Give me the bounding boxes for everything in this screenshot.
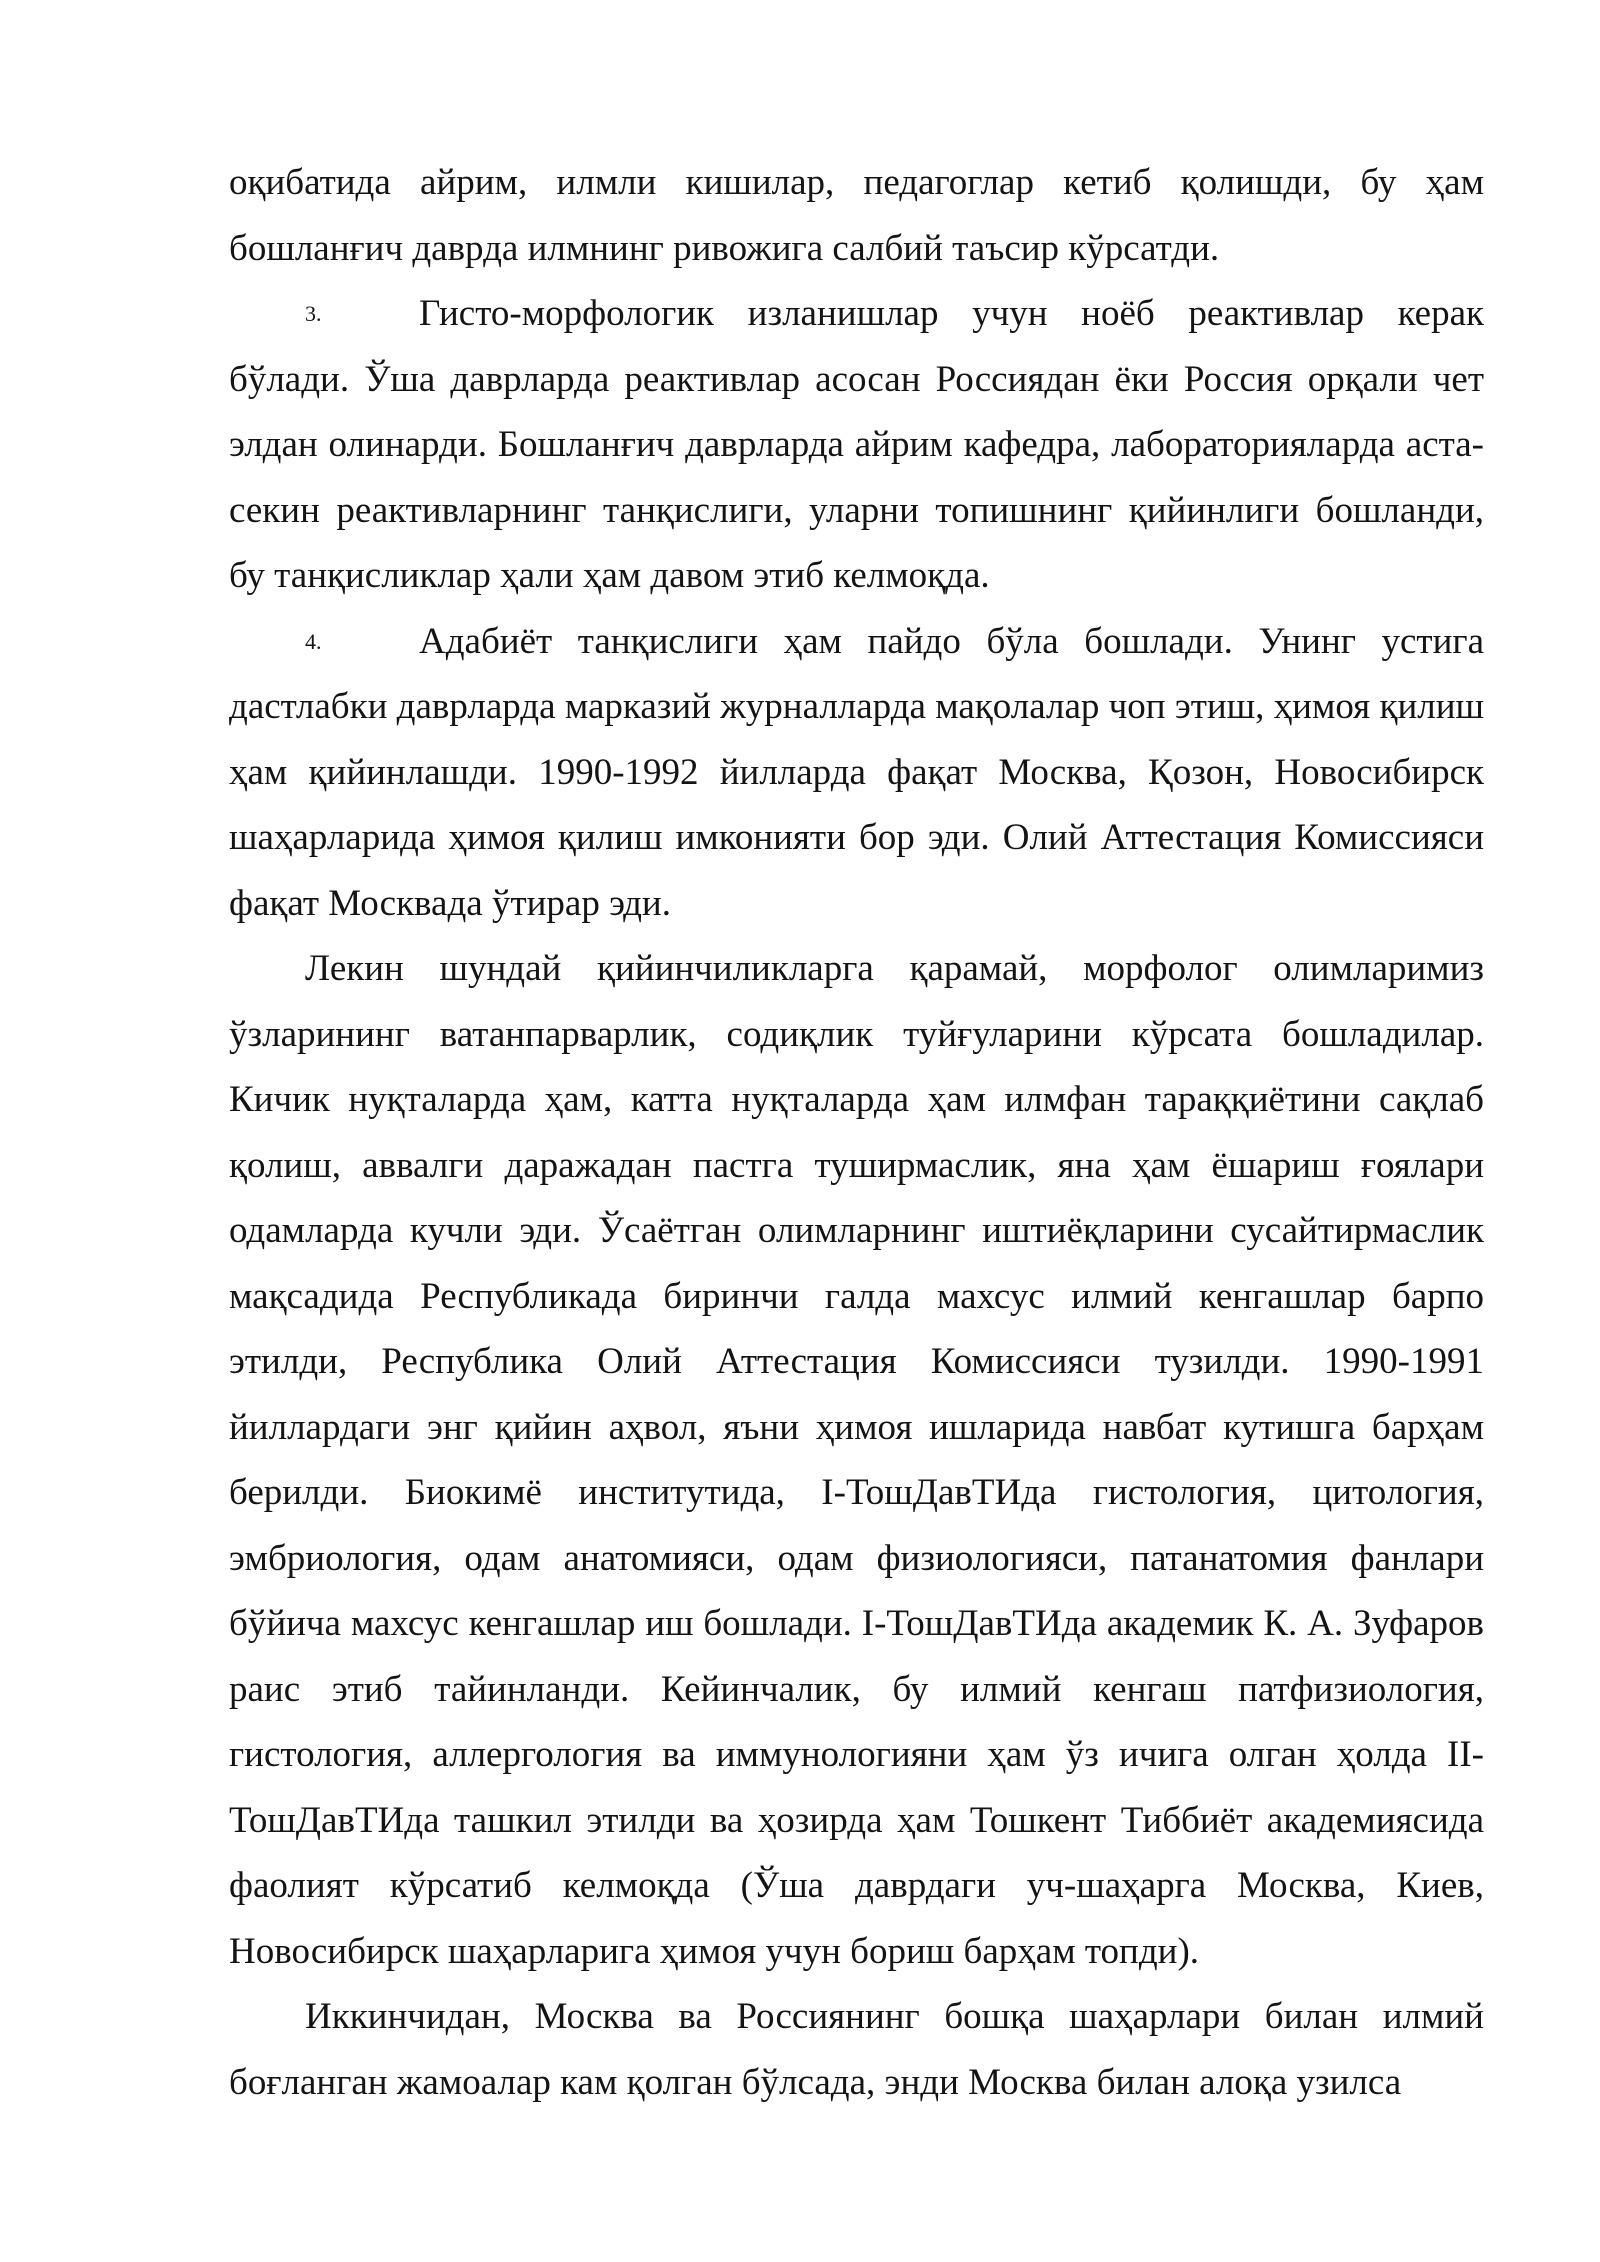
list-number: 4. — [305, 628, 322, 654]
document-body — [229, 150, 1484, 2115]
paragraph-continuation: оқибатида айрим, илмли кишилар, педагоглар кетиб қолишди, бу ҳам бошланғич даврда илмнинг ривожига салбий таъсир кўрсатди. — [229, 162, 1484, 269]
numbered-item-4 — [229, 609, 1484, 937]
numbered-item-3 — [229, 281, 1484, 609]
list-item-text: Адабиёт танқислиги ҳам пайдо бўла бошлади. Унинг устига дастлабки даврларда марказий журналларда мақолалар чоп этиш, ҳимоя қилиш ҳам қийинлашди. 1990-1992 йилларда фақат Москва, Қозон, Новосибирск шаҳарларида ҳимоя қилиш имконияти бор эди. Олий Аттестация Комиссияси фақат Москвада ўтирар эди. — [229, 620, 1484, 924]
paragraph-secondly: Иккинчидан, Москва ва Россиянинг бошқа шаҳарлари билан илмий боғланган жамоалар кам қолган бўлсада, энди Москва билан алоқа узилса — [229, 1996, 1484, 2103]
list-number: 3. — [305, 301, 322, 326]
paragraph-scientific-councils: Лекин шундай қийинчиликларга қарамай, морфолог олимларимиз ўзларининг ватанпарварлик, содиқлик туйғуларини кўрсата бошладилар. Кичик нуқталарда ҳам, катта нуқталарда ҳам илмфан тараққиётини сақлаб қолиш, аввалги даражадан пастга туширмаслик, яна ҳам ёшариш ғоялари одамларда кучли эди. Ўсаётган олимларнинг иштиёқларини сусайтирмаслик мақсадида Республикада биринчи галда махсус илмий кенгашлар барпо этилди, Республика Олий Аттестация Комиссияси тузилди. 1990-1991 йиллардаги энг қийин аҳвол, яъни ҳимоя ишларида навбат кутишга барҳам берилди. Биокимё институтида, I-ТошДавТИда гистология, цитология, эмбриология, одам анатомияси, одам физиологияси, патанатомия фанлари бўйича махсус кенгашлар иш бошлади. I-ТошДавТИда академик К. А. Зуфаров раис этиб тайинланди. Кейинчалик, бу илмий кенгаш патфизиология, гистология, аллергология ва иммунологияни ҳам ўз ичига олган ҳолда II-ТошДавТИда ташкил этилди ва ҳозирда ҳам Тошкент Тиббиёт академиясида фаолият кўрсатиб келмоқда (Ўша даврдаги уч-шаҳарга Москва, Киев, Новосибирск шаҳарларига ҳимоя учун бориш барҳам топди). — [229, 948, 1484, 1972]
list-item-text: Гисто-морфологик изланишлар учун ноёб реактивлар керак бўлади. Ўша даврларда реактивлар асосан Россиядан ёки Россия орқали чет элдан олинарди. Бошланғич даврларда айрим кафедра, лабораторияларда аста-секин реактивларнинг танқислиги, уларни топишнинг қийинлиги бошланди, бу танқисликлар ҳали ҳам давом этиб келмоқда. — [229, 293, 1484, 596]
